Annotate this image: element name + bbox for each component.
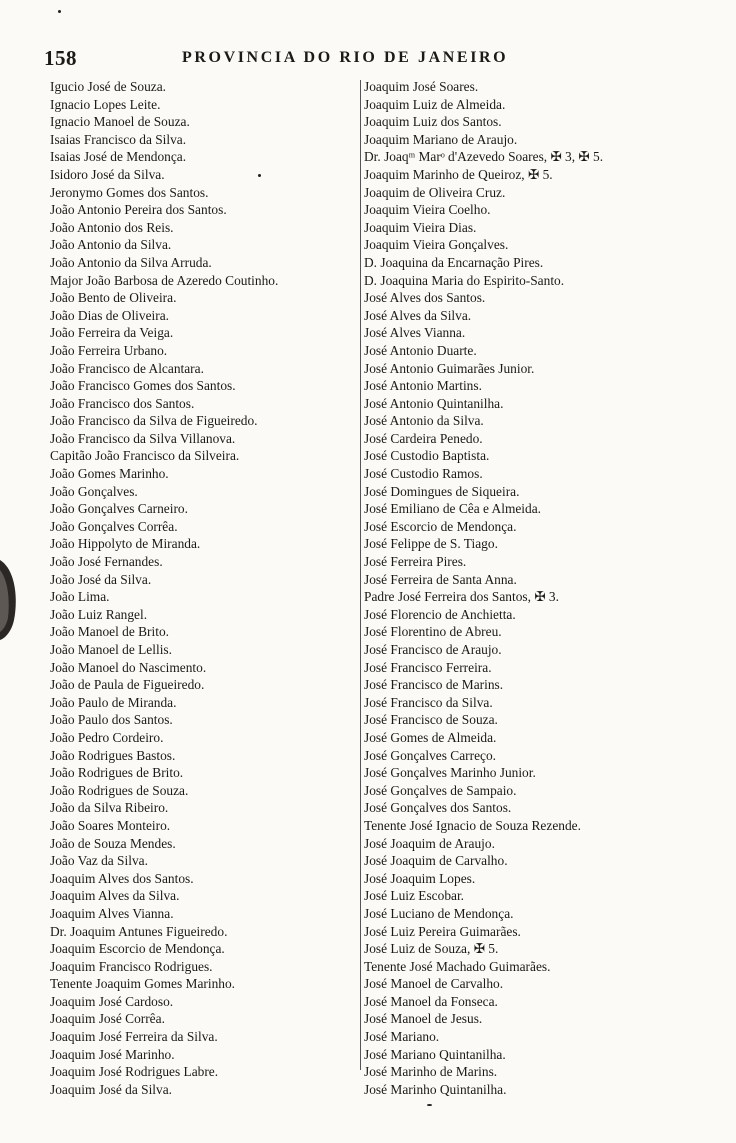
left-name-column [50,78,360,1098]
name-entry: João Paulo dos Santos. [50,712,173,728]
name-entry: João da Silva Ribeiro. [50,800,169,816]
page-header [44,46,564,70]
name-entry: João Francisco da Silva de Figueiredo. [50,413,258,429]
name-entry: João Rodrigues de Souza. [50,782,189,798]
name-entry: José Manoel da Fonseca. [364,993,498,1009]
ink-speck [58,10,61,13]
name-entry: Joaquim José da Silva. [50,1081,172,1097]
name-entry: Major João Barbosa de Azeredo Coutinho. [50,272,279,288]
name-entry: José Antonio Guimarães Junior. [364,360,535,376]
name-entry: Joaquim Mariano de Araujo. [364,131,518,147]
name-entry: João Manoel de Brito. [50,624,170,640]
name-entry: José Gomes de Almeida. [364,729,497,745]
column-divider [360,80,361,1070]
running-head: PROVINCIA DO RIO DE JANEIRO [182,49,509,66]
name-entry: João Manoel do Nascimento. [50,659,207,675]
name-entry: Joaquim José Marinho. [50,1046,175,1062]
name-entry: José Florentino de Abreu. [364,624,502,640]
name-entry: José Alves da Silva. [364,307,472,323]
name-entry: João Ferreira Urbano. [50,342,168,358]
name-entry: José Felippe de S. Tiago. [364,536,498,552]
name-entry: Isidoro José da Silva. [50,166,165,182]
name-entry: Tenente José Ignacio de Souza Rezende. [364,817,581,833]
name-entry: Joaquim Escorcio de Mendonça. [50,941,225,957]
name-entry: João Ferreira da Veiga. [50,325,174,341]
name-entry: João Manoel de Lellis. [50,642,172,657]
name-entry: José Marinho Quintanilha. [364,1081,507,1097]
name-entry: José Alves Vianna. [364,325,466,341]
name-entry: Joaquim Marinho de Queiroz, ✠ 5. [364,166,553,182]
name-entry: José Domingues de Siqueira. [364,483,520,499]
name-entry: Igucio José de Souza. [50,79,167,94]
name-entry: João Soares Monteiro. [50,817,171,833]
name-entry: Joaquim José Cardoso. [50,993,174,1009]
ink-speck [427,1104,432,1106]
name-entry: José Joaquim de Carvalho. [364,853,508,869]
name-entry: José Custodio Baptista. [364,448,490,464]
name-entry: José Custodio Ramos. [364,466,483,482]
name-entry: José Marinho de Marins. [364,1064,498,1080]
name-entry: Dr. Joaquim Antunes Figueiredo. [50,923,228,939]
name-entry: João Rodrigues Bastos. [50,747,176,763]
page-number: 158 [44,46,77,70]
name-entry: João Vaz da Silva. [50,853,148,869]
name-entry: Tenente Joaquim Gomes Marinho. [50,976,236,992]
name-entry: Joaquim de Oliveira Cruz. [364,184,506,200]
name-entry: Padre José Ferreira dos Santos, ✠ 3. [364,589,559,605]
name-entry: João Francisco de Alcantara. [50,360,204,376]
name-entry: João Luiz Rangel. [50,606,148,622]
name-entry: José Alves dos Santos. [364,290,486,306]
name-entry: Joaquim Vieira Gonçalves. [364,237,509,253]
name-entry: João Hippolyto de Miranda. [50,536,201,552]
name-entry: João Gonçalves. [50,483,138,499]
name-entry: José Antonio Martins. [364,378,482,394]
name-entry: João Lima. [50,589,110,605]
name-entry: José Luiz Pereira Guimarães. [364,923,521,939]
name-entry: Isaias José de Mendonça. [50,149,187,165]
name-entry: João Gonçalves Corrêa. [50,518,178,534]
name-entry: José Manoel de Carvalho. [364,976,504,992]
name-entry: Isaias Francisco da Silva. [50,131,187,147]
name-entry: José Ferreira de Santa Anna. [364,571,517,587]
name-entry: Joaquim Vieira Dias. [364,219,477,235]
name-entry: José Florencio de Anchietta. [364,606,516,622]
name-entry: João Francisco da Silva Villanova. [50,430,236,446]
name-entry: José Francisco Ferreira. [364,659,492,675]
name-entry: Joaquim Francisco Rodrigues. [50,958,213,974]
name-entry: João Rodrigues de Brito. [50,765,184,781]
name-entry: D. Joaquina Maria do Espirito-Santo. [364,272,565,288]
name-entry: José Joaquim de Araujo. [364,835,495,851]
name-entry: João Antonio da Silva Arruda. [50,254,212,270]
name-entry: João Dias de Oliveira. [50,307,169,323]
name-entry: João Francisco dos Santos. [50,395,195,411]
name-entry: José Luiz Escobar. [364,888,465,904]
name-entry: João Gonçalves Carneiro. [50,501,188,517]
name-entry: João Antonio Pereira dos Santos. [50,202,227,218]
name-entry: Ignacio Manoel de Souza. [50,114,190,130]
name-entry: José Francisco de Araujo. [364,642,502,657]
name-entry: José Gonçalves dos Santos. [364,800,512,816]
name-entry: José Cardeira Penedo. [364,430,483,446]
name-entry: José Escorcio de Mendonça. [364,518,517,534]
name-entry: José Mariano Quintanilha. [364,1046,506,1062]
name-entry: José Francisco de Marins. [364,677,504,693]
name-entry: João Gomes Marinho. [50,466,169,482]
name-entry: José Joaquim Lopes. [364,870,476,886]
name-entry: José Francisco da Silva. [364,694,493,710]
name-entry: Joaquim José Corrêa. [50,1011,165,1027]
name-entry: José Antonio da Silva. [364,413,484,429]
name-entry: Ignacio Lopes Leite. [50,96,161,112]
name-entry: João Pedro Cordeiro. [50,729,164,745]
name-entry: José Antonio Duarte. [364,342,477,358]
name-entry: Dr. Joaqᵐ Marᵒ d'Azevedo Soares, ✠ 3, ✠ 5. [364,149,604,165]
ink-speck [258,174,261,177]
name-entry: José Ferreira Pires. [364,554,467,570]
name-entry: João Antonio da Silva. [50,237,172,253]
name-entry: Joaquim José Rodrigues Labre. [50,1064,219,1080]
name-entry: José Luciano de Mendonça. [364,905,514,921]
name-entry: João de Souza Mendes. [50,835,176,851]
name-entry: Joaquim Alves da Silva. [50,888,180,904]
name-entry: D. Joaquina da Encarnação Pires. [364,254,544,270]
name-entry: José Antonio Quintanilha. [364,395,504,411]
name-entry: João de Paula de Figueiredo. [50,677,205,693]
name-entry: João José da Silva. [50,571,152,587]
name-entry: Joaquim Alves Vianna. [50,905,174,921]
name-entry: Joaquim Alves dos Santos. [50,870,194,886]
name-entry: José Gonçalves Marinho Junior. [364,765,536,781]
binding-shadow [0,560,18,640]
name-entry: Tenente José Machado Guimarães. [364,958,551,974]
right-name-column [364,78,694,1098]
name-entry: Joaquim Vieira Coelho. [364,202,491,218]
name-entry: João José Fernandes. [50,554,163,570]
name-entry: João Bento de Oliveira. [50,290,177,306]
name-entry: João Antonio dos Reis. [50,219,174,235]
name-entry: Joaquim Luiz dos Santos. [364,114,502,130]
name-entry: Jeronymo Gomes dos Santos. [50,184,209,200]
name-entry: José Emiliano de Cêa e Almeida. [364,501,542,517]
name-entry: José Gonçalves de Sampaio. [364,782,517,798]
name-entry: Capitão João Francisco da Silveira. [50,448,240,464]
name-entry: Joaquim José Soares. [364,79,479,94]
name-entry: João Francisco Gomes dos Santos. [50,378,236,394]
name-entry: José Mariano. [364,1029,440,1045]
name-entry: João Paulo de Miranda. [50,694,177,710]
name-entry: José Manoel de Jesus. [364,1011,483,1027]
name-entry: José Gonçalves Carreço. [364,747,496,763]
name-entry: José Luiz de Souza, ✠ 5. [364,941,499,957]
name-entry: Joaquim Luiz de Almeida. [364,96,506,112]
name-entry: José Francisco de Souza. [364,712,498,728]
name-entry: Joaquim José Ferreira da Silva. [50,1029,218,1045]
